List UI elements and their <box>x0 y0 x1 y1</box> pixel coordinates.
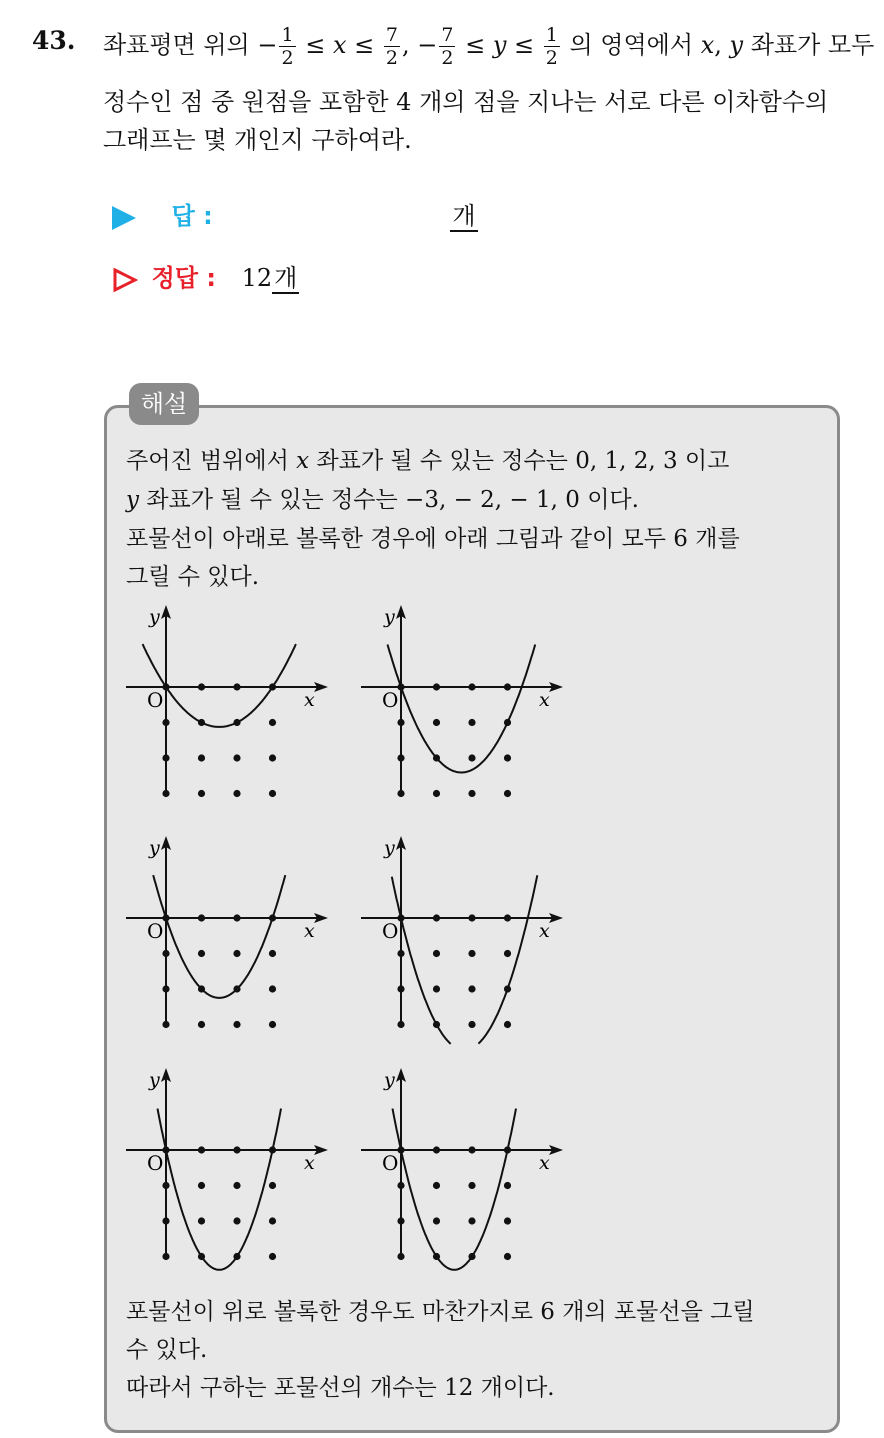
origin-label: O <box>382 919 399 943</box>
lattice-point <box>233 950 240 957</box>
problem-text: 의 영역에서 <box>569 31 694 59</box>
origin-label: O <box>147 688 164 712</box>
x-axis-label: x <box>304 1152 315 1174</box>
lattice-point <box>433 683 440 690</box>
lattice-point <box>468 719 475 726</box>
parabola-curve <box>393 1109 517 1270</box>
lattice-point <box>504 1217 511 1224</box>
lattice-point <box>468 950 475 957</box>
lattice-point <box>162 950 169 957</box>
problem-line-2: 정수인 점 중 원점을 포함한 4 개의 점을 지나는 서로 다른 이차함수의 <box>103 88 829 116</box>
lattice-point <box>198 1146 205 1153</box>
lattice-point <box>433 950 440 957</box>
lattice-point <box>162 1021 169 1028</box>
lattice-point <box>504 790 511 797</box>
problem-line-1: 좌표평면 위의 − $\frac{1}{2}$ ≤ x ≤ $\frac{7}{2}$ , − $\frac{7}{2}$ ≤ y ≤ $\frac{1}{2}$ 의 영역에서 x, y 좌표가 모두 <box>103 24 875 69</box>
lattice-point <box>269 985 276 992</box>
problem-text: 좌표평면 위의 <box>103 31 250 59</box>
y-axis-label: y <box>149 837 160 859</box>
lattice-point <box>468 1146 475 1153</box>
lattice-point <box>233 754 240 761</box>
y-axis-label: y <box>384 837 395 859</box>
lattice-point <box>504 950 511 957</box>
lattice-point <box>433 985 440 992</box>
explanation-line-3: 포물선이 아래로 볼록한 경우에 아래 그림과 같이 모두 6 개를 <box>126 526 740 552</box>
problem-number: 43. <box>32 26 76 55</box>
lattice-point <box>233 1182 240 1189</box>
lattice-point <box>162 1217 169 1224</box>
y-axis-label: y <box>149 606 160 628</box>
lattice-point <box>269 950 276 957</box>
x-axis-label: x <box>304 920 315 942</box>
lattice-point <box>269 1182 276 1189</box>
lattice-point <box>397 1217 404 1224</box>
lattice-point <box>162 719 169 726</box>
x-axis-label: x <box>539 689 550 711</box>
lattice-point <box>468 985 475 992</box>
lattice-point <box>269 1253 276 1260</box>
explanation-line-4: 그릴 수 있다. <box>126 564 260 590</box>
lattice-point <box>198 790 205 797</box>
lattice-point <box>397 754 404 761</box>
explanation-line-2: y 좌표가 될 수 있는 정수는 −3, − 2, − 1, 0 이다. <box>126 487 639 513</box>
lattice-point <box>233 790 240 797</box>
x-axis-label: x <box>539 920 550 942</box>
lattice-point <box>233 1146 240 1153</box>
lattice-point <box>433 1217 440 1224</box>
explanation-line-5: 포물선이 위로 볼록한 경우도 마찬가지로 6 개의 포물선을 그릴 <box>126 1299 755 1325</box>
lattice-point <box>504 683 511 690</box>
x-axis-label: x <box>304 689 315 711</box>
lattice-point <box>433 914 440 921</box>
explanation-tab: 해설 <box>129 383 199 425</box>
correct-answer-unit: 개 <box>274 264 298 292</box>
lattice-point <box>397 985 404 992</box>
lattice-point <box>397 950 404 957</box>
lattice-point <box>468 1217 475 1224</box>
lattice-point <box>468 1021 475 1028</box>
lattice-point <box>198 1182 205 1189</box>
lattice-point <box>468 683 475 690</box>
lattice-point <box>269 1021 276 1028</box>
lattice-point <box>433 719 440 726</box>
lattice-point <box>233 914 240 921</box>
lattice-point <box>269 1217 276 1224</box>
lattice-point <box>397 1021 404 1028</box>
lattice-point <box>397 1182 404 1189</box>
answer-unit: 개 <box>452 202 476 230</box>
lattice-point <box>198 1217 205 1224</box>
parabola-curve <box>392 875 538 1044</box>
explanation-line-7: 따라서 구하는 포물선의 개수는 12 개이다. <box>126 1375 555 1401</box>
lattice-point <box>162 790 169 797</box>
lattice-point <box>504 1021 511 1028</box>
lattice-point <box>433 1146 440 1153</box>
parabola-curve <box>158 1109 282 1270</box>
fraction: $\frac{7}{2}$ <box>441 24 454 69</box>
y-axis-label: y <box>384 606 395 628</box>
lattice-point <box>198 683 205 690</box>
lattice-point <box>233 1021 240 1028</box>
lattice-point <box>397 719 404 726</box>
lattice-point <box>162 754 169 761</box>
parabola-curve <box>388 645 536 773</box>
y-axis-label: y <box>149 1069 160 1091</box>
fraction: $\frac{1}{2}$ <box>281 24 294 69</box>
lattice-point <box>397 1253 404 1260</box>
lattice-point <box>504 1253 511 1260</box>
lattice-point <box>198 754 205 761</box>
lattice-point <box>198 950 205 957</box>
y-axis-label: y <box>384 1069 395 1091</box>
lattice-point <box>433 1182 440 1189</box>
correct-answer-value: 12 <box>241 264 273 292</box>
lattice-point <box>162 985 169 992</box>
lattice-point <box>198 1021 205 1028</box>
problem-line-3: 그래프는 몇 개인지 구하여라. <box>103 126 412 154</box>
lattice-point <box>468 754 475 761</box>
lattice-point <box>468 790 475 797</box>
problem-text: 좌표가 모두 <box>750 31 875 59</box>
lattice-point <box>162 1182 169 1189</box>
lattice-point <box>468 1182 475 1189</box>
correct-answer-label: 정답 : <box>151 264 216 292</box>
x-axis-label: x <box>539 1152 550 1174</box>
origin-label: O <box>382 688 399 712</box>
origin-label: O <box>382 1151 399 1175</box>
parabola-curve <box>153 875 285 998</box>
lattice-point <box>504 914 511 921</box>
origin-label: O <box>147 1151 164 1175</box>
answer-label: 답 : <box>171 202 213 230</box>
lattice-point <box>397 790 404 797</box>
lattice-point <box>269 790 276 797</box>
origin-label: O <box>147 919 164 943</box>
lattice-point <box>198 914 205 921</box>
lattice-point <box>504 1182 511 1189</box>
explanation-line-1: 주어진 범위에서 x 좌표가 될 수 있는 정수는 0, 1, 2, 3 이고 <box>126 448 730 474</box>
fraction: $\frac{7}{2}$ <box>385 24 398 69</box>
lattice-point <box>433 790 440 797</box>
explanation-line-6: 수 있다. <box>126 1337 208 1363</box>
fraction: $\frac{1}{2}$ <box>545 24 558 69</box>
lattice-point <box>233 1217 240 1224</box>
lattice-point <box>504 754 511 761</box>
lattice-point <box>233 683 240 690</box>
lattice-point <box>269 754 276 761</box>
lattice-point <box>269 719 276 726</box>
lattice-point <box>162 1253 169 1260</box>
lattice-point <box>468 914 475 921</box>
